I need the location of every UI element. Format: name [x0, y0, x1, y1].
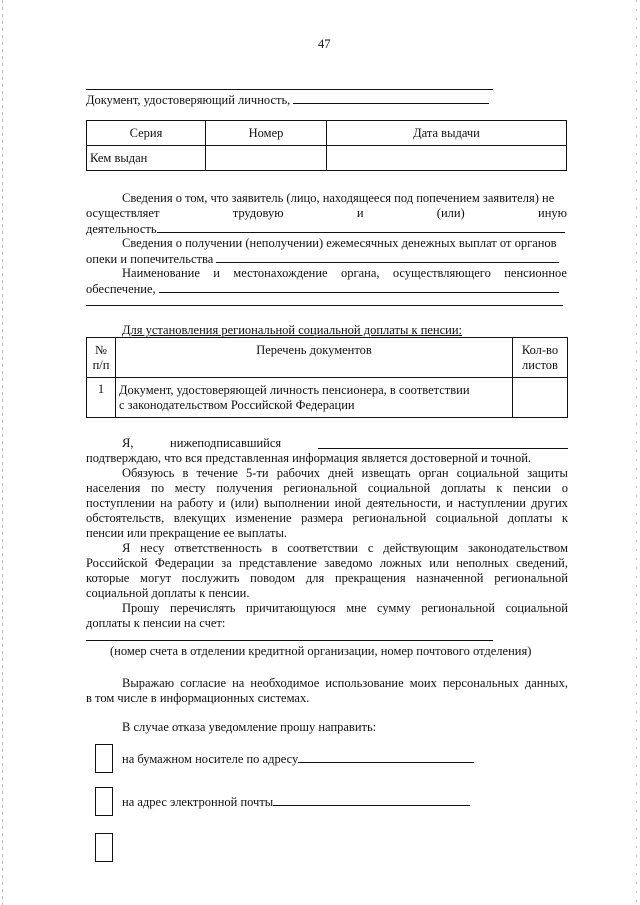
issued-by-field[interactable] [206, 146, 327, 171]
resp-line-1 [122, 541, 568, 556]
word: влекущих [173, 511, 226, 525]
pension-org-extra-line[interactable] [86, 305, 563, 306]
word: персональных [442, 676, 519, 690]
paper-option [122, 751, 474, 767]
word: заведомо [324, 556, 373, 570]
word: законодательством [467, 541, 568, 555]
word: других [531, 496, 568, 510]
docs-col-num [87, 338, 116, 378]
word: (или) [230, 496, 259, 510]
word: в [182, 466, 189, 480]
docs-row-text-l2: с законодательством Российской Федерации [119, 397, 355, 412]
page-number: 47 [318, 37, 331, 51]
docs-row-count[interactable] [513, 378, 568, 418]
word: или [429, 556, 449, 570]
word: деятельности, [366, 496, 441, 510]
word: для [305, 571, 325, 585]
word: Федерации [154, 556, 214, 570]
paper-checkbox[interactable] [95, 744, 113, 773]
word: дней [328, 466, 354, 480]
word: сведений, [516, 556, 568, 570]
pension-org-line-2 [86, 281, 559, 297]
word: и [213, 266, 220, 280]
oblige-line-4 [86, 511, 568, 526]
word: которые [86, 571, 130, 585]
docs-table [86, 337, 568, 418]
word: Обязуюсь [122, 466, 175, 480]
identity-doc-field[interactable] [293, 92, 489, 104]
docs-row-text-l1: Документ, удостоверяющей личность пенсионера, в соответствии [119, 382, 470, 397]
word: региональной [421, 601, 495, 615]
issued-by-field-2[interactable] [327, 146, 567, 171]
word: на [160, 496, 173, 510]
word: причитающуюся [246, 601, 336, 615]
word: о [561, 481, 568, 495]
word: с [367, 541, 374, 555]
word: послужить [181, 571, 240, 585]
word: социальной [435, 511, 499, 525]
word: Я [122, 541, 131, 555]
docs-heading: Для установления региональной социальной доплаты к пенсии: [122, 323, 463, 337]
oblige-line-1 [122, 466, 568, 481]
payments-line-1: Сведения о получении (неполучении) ежемесячных денежных выплат от органов [122, 236, 557, 250]
word: данных, [524, 676, 568, 690]
word: орган [418, 466, 449, 480]
word: действующим [383, 541, 459, 555]
payments-field[interactable] [216, 251, 559, 263]
word: Наименование [122, 266, 200, 280]
table-row [87, 378, 568, 418]
word: иной [334, 496, 361, 510]
refusal-heading: В случае отказа уведомление прошу направить: [122, 720, 377, 734]
word: поступлении [86, 496, 155, 510]
word: необходимое [250, 676, 320, 690]
word: наступлении [458, 496, 526, 510]
word: изменение [235, 511, 292, 525]
word: населения [86, 481, 141, 495]
docs-col-list: Перечень документов [116, 338, 513, 378]
word: назначенной [416, 571, 484, 585]
word: 5-ти [246, 466, 269, 480]
confirm-i: Я, [122, 436, 134, 450]
word: согласие [180, 676, 226, 690]
resp-line-3 [86, 571, 568, 586]
word: региональной [283, 481, 358, 495]
word: Российской [86, 556, 148, 570]
word: получения [216, 481, 273, 495]
transfer-line-1 [122, 601, 568, 616]
header-issue-date: Дата выдачи [327, 121, 567, 146]
word: осуществляет [86, 206, 160, 220]
account-field[interactable] [86, 640, 493, 641]
confirm-name-field[interactable] [318, 448, 568, 449]
word: защиты [527, 466, 568, 480]
word: ложных [379, 556, 422, 570]
word: органа, [340, 266, 380, 280]
word: сумму [377, 601, 411, 615]
word: иную [538, 206, 567, 220]
word: извещать [361, 466, 411, 480]
word: социальной [456, 466, 520, 480]
docs-col-num-l2: п/п [92, 357, 110, 372]
word: (или) [436, 206, 465, 220]
word: пенсии [513, 481, 551, 495]
word: за [221, 556, 232, 570]
resp-line-4: социальной доплаты к пенсии. [86, 586, 250, 600]
paper-address-field[interactable] [298, 751, 474, 763]
word: по [151, 481, 165, 495]
labor-line-2 [86, 206, 567, 221]
word: обстоятельств, [86, 511, 165, 525]
word: доплаты [507, 511, 553, 525]
word: и [218, 496, 226, 510]
top-fill-line [86, 89, 493, 90]
email-checkbox[interactable] [95, 787, 113, 816]
email-option-label: на адрес электронной почты [122, 795, 274, 809]
payments-line-2 [86, 251, 559, 267]
identity-doc-line [86, 92, 489, 108]
word: региональной [494, 571, 568, 585]
docs-col-count-l2: листов [522, 357, 558, 372]
paper-option-label: на бумажном носителе по адресу [122, 752, 299, 766]
word: к [496, 481, 503, 495]
word: соответствии [287, 541, 358, 555]
word: могут [140, 571, 172, 585]
pension-org-label: обеспечение, [86, 282, 156, 296]
word: и [446, 496, 453, 510]
header-series: Серия [87, 121, 206, 146]
scan-edge-right [636, 0, 637, 905]
word: социальной [505, 601, 568, 615]
consent-line-1 [122, 676, 568, 691]
word: на [232, 676, 245, 690]
word: месту [174, 481, 206, 495]
word: моих [409, 676, 437, 690]
word: в [271, 541, 278, 555]
third-checkbox[interactable] [95, 833, 113, 862]
header-number: Номер [206, 121, 327, 146]
docs-col-num-l1: № [95, 342, 107, 357]
docs-row-num: 1 [87, 378, 116, 418]
word: выполнении [263, 496, 330, 510]
labor-line-1: Сведения о том, что заявитель (лицо, находящееся под попечением заявителя) не [122, 191, 555, 205]
word: местонахождение [233, 266, 328, 280]
word: осуществляющего [392, 266, 491, 280]
word: ответственность [174, 541, 262, 555]
labor-line-3 [86, 221, 565, 237]
word: рабочих [276, 466, 321, 480]
pension-org-field[interactable] [159, 281, 559, 293]
resp-line-2 [86, 556, 568, 571]
word: Прошу [122, 601, 160, 615]
word: несу [140, 541, 165, 555]
word: и [356, 206, 364, 220]
word: мне [346, 601, 367, 615]
identity-doc-label: Документ, удостоверяющий личность, [86, 93, 291, 107]
email-option [122, 794, 470, 810]
docs-row-text [116, 378, 513, 418]
word: доплаты [440, 481, 486, 495]
oblige-line-2 [86, 481, 568, 496]
pension-org-line-1 [122, 266, 567, 281]
identity-table [86, 120, 567, 171]
account-caption: (номер счета в отделении кредитной организации, номер почтового отделения) [110, 644, 532, 658]
scan-edge-left [2, 0, 3, 905]
issued-by-label: Кем выдан [87, 146, 206, 171]
word: представление [239, 556, 317, 570]
word: неполных [456, 556, 509, 570]
oblige-line-5: пенсии или прекращение ее выплаты. [86, 526, 287, 540]
payments-label: опеки и попечительства [86, 252, 214, 266]
labor-activity-field[interactable] [157, 221, 565, 233]
confirm-signed: нижеподписавшийся [170, 436, 282, 450]
word: региональной [352, 511, 427, 525]
word: социальной [367, 481, 431, 495]
docs-col-count-l1: Кол-во [521, 342, 559, 357]
word: работу [177, 496, 214, 510]
oblige-line-3 [86, 496, 568, 511]
word: к [561, 511, 568, 525]
email-address-field[interactable] [273, 794, 470, 806]
word: Выражаю [122, 676, 175, 690]
consent-line-2: в том числе в информационных системах. [86, 691, 310, 705]
word: перечислять [170, 601, 236, 615]
word: использование [325, 676, 404, 690]
word: поводом [250, 571, 296, 585]
confirm-line-2: подтверждаю, что вся представленная информация является достоверной и точной. [86, 451, 532, 465]
word: трудовую [232, 206, 284, 220]
word: пенсионное [504, 266, 567, 280]
labor-activity-label: деятельность [86, 222, 157, 236]
docs-col-count [513, 338, 568, 378]
word: течение [196, 466, 238, 480]
word: прекращения [334, 571, 406, 585]
word: размера [301, 511, 343, 525]
transfer-line-2: доплаты к пенсии на счет: [86, 616, 226, 630]
